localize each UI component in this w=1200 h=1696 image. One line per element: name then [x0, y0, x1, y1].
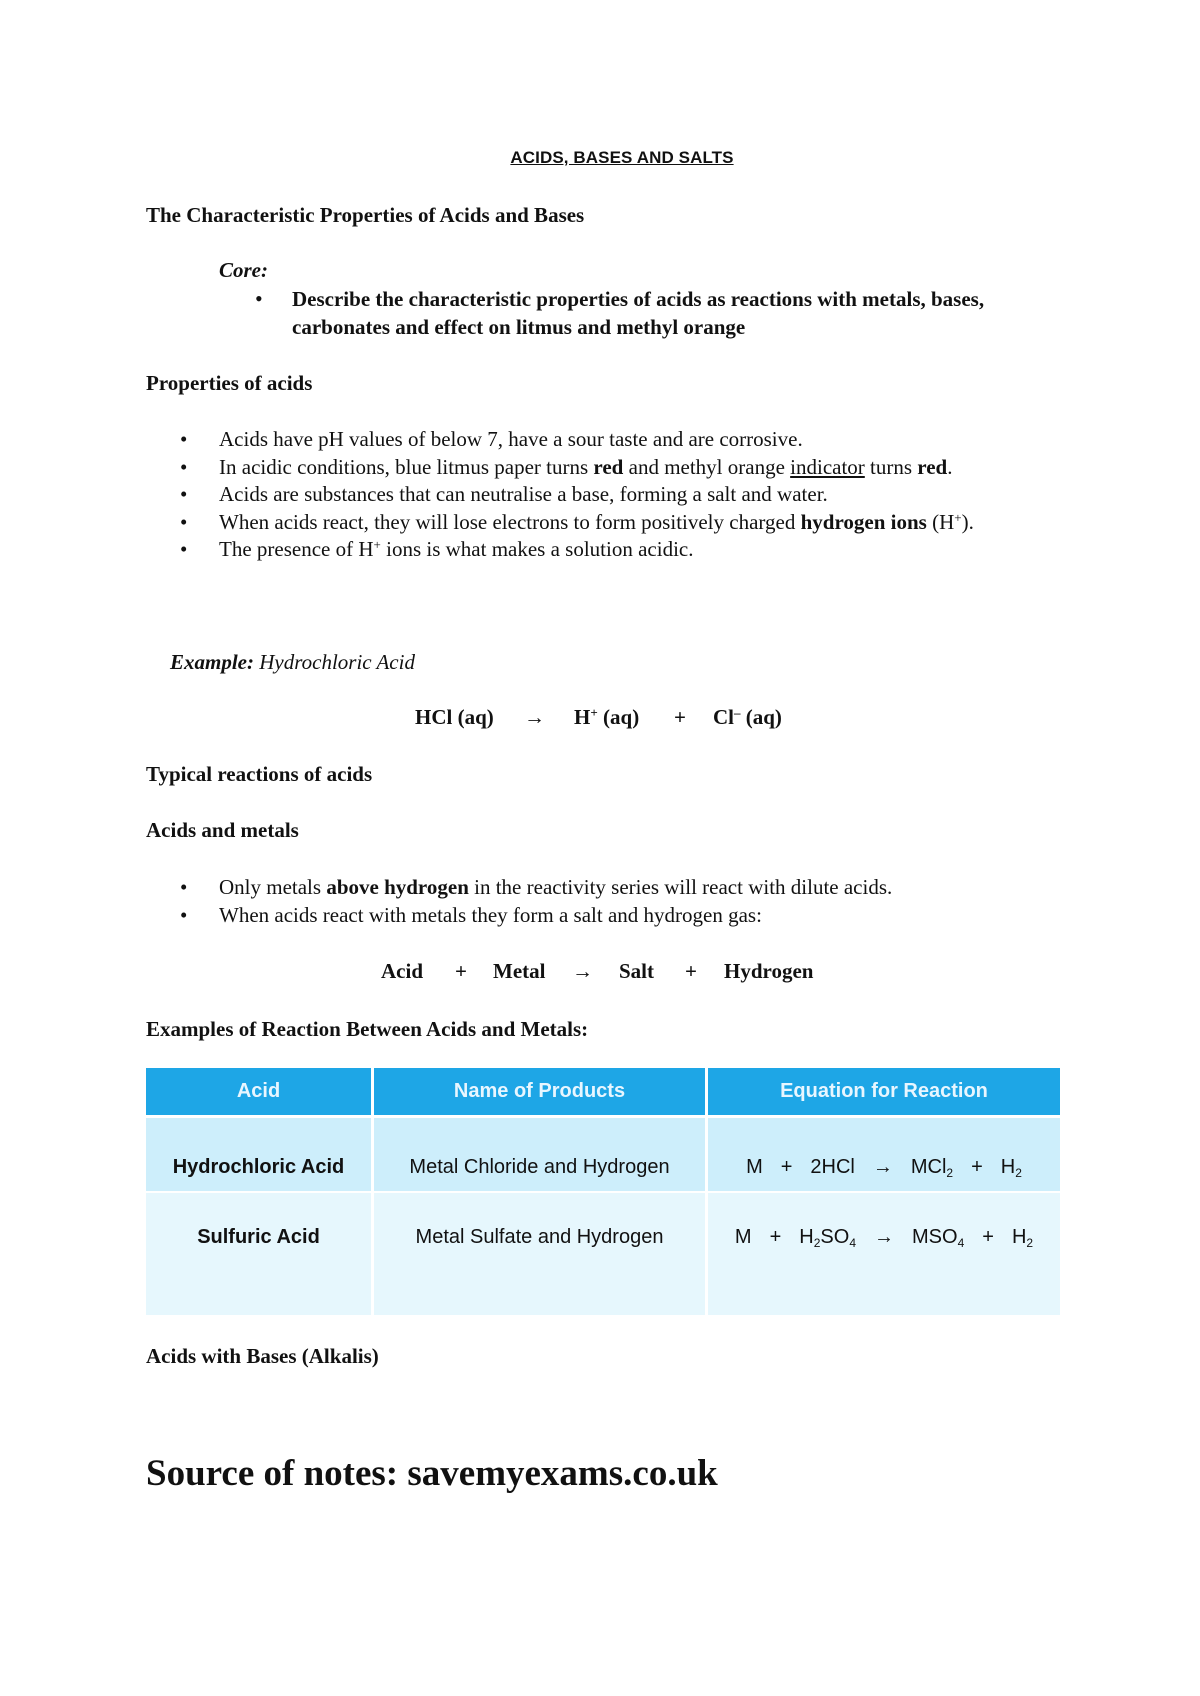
document-title: ACIDS, BASES AND SALTS: [510, 148, 734, 167]
bullet-icon: •: [180, 537, 188, 561]
table-cell-products: Metal Sulfate and Hydrogen: [374, 1193, 705, 1315]
table-cell-acid: Sulfuric Acid: [146, 1193, 371, 1315]
bullet-icon: •: [180, 454, 188, 479]
table-cell-equation: M + 2HCl → MCl$_2$ + $H_2$: [708, 1118, 1060, 1191]
table-row: [146, 1118, 1060, 1191]
table-row: [146, 1193, 1060, 1315]
arrow-icon: →: [524, 705, 545, 729]
list-item: • In acidic conditions, blue litmus paper turns red and methyl orange indicator turns red.: [146, 454, 1046, 482]
table-cell-acid: Hydrochloric Acid: [146, 1118, 371, 1191]
bullet-icon: •: [180, 482, 188, 506]
document-page: ACIDS, BASES AND SALTS The Characteristic Properties of Acids and Bases Core: • Describe the characteristic properties of acids as reactions with metals, bases, carbonates and effect on litmus and methyl orange Properties of acids • Acids have pH values of below 7, have a sour taste and are corrosive. • In acidic conditions, blue litmus paper turns red and methyl orange indicator turns red. • Acids are substances that can neutralise a base, forming a salt and water. • When acids react, they will lose electrons to form positively charged hydrogen ions (H+). • The presence of H+ ions is what makes a solution acidic. Example: Hydrochloric Acid HCl (aq) → H+ (aq) + Cl– (aq) Typical reactions of acids Acids and metals • Only metals above hydrogen in the reactivity series will react with dilute acids. • When acids react with metals they form a salt and hydrogen gas: Acid + Metal → Salt + Hydrogen Examples of Reaction Between Acids and Metals: Acid Name of Products Equation for Reaction Hydrochloric Acid Metal Chloride and Hydrogen M + 2HCl → MCl$_2$ + $H_2$ Sulfuric Acid Metal Sulfate and Hydrogen M + $H_2SO_4$ → $MSO_4$ + $H_2$ Acids with Bases (Alkalis) Source of notes: savemyexams.co.uk: [0, 0, 1200, 1696]
table-cell-products: Metal Chloride and Hydrogen: [374, 1118, 705, 1191]
table-header-row: [146, 1068, 1060, 1115]
core-objective: Describe the characteristic properties of acids as reactions with metals, bases, carbonates and effect on litmus and methyl orange: [292, 287, 985, 339]
heading-acids-and-metals: Acids and metals: [146, 818, 299, 842]
arrow-icon: →: [872, 1156, 893, 1178]
properties-list: [146, 426, 1046, 564]
list-item: • Only metals above hydrogen in the reactivity series will react with dilute acids.: [146, 874, 1046, 902]
bullet-icon: •: [180, 427, 188, 451]
table-header-products: Name of Products: [374, 1068, 705, 1115]
bullet-icon: •: [180, 875, 188, 899]
list-item: • Acids are substances that can neutralise a base, forming a salt and water.: [146, 481, 1046, 509]
heading-properties-of-acids: Properties of acids: [146, 371, 313, 395]
heading-acids-with-bases: Acids with Bases (Alkalis): [146, 1344, 379, 1368]
list-item: • When acids react, they will lose electrons to form positively charged hydrogen ions (H+).: [146, 509, 1046, 537]
heading-examples: Examples of Reaction Between Acids and Metals:: [146, 1017, 589, 1041]
metals-list: [146, 874, 1046, 929]
list-item: • The presence of H+ ions is what makes a solution acidic.: [146, 536, 1046, 564]
table-cell-equation: M + $H_2SO_4$ → $MSO_4$ + $H_2$: [708, 1193, 1060, 1315]
list-item: • When acids react with metals they form a salt and hydrogen gas:: [146, 902, 1046, 930]
arrow-icon: →: [874, 1226, 894, 1248]
list-item: • Acids have pH values of below 7, have a sour taste and are corrosive.: [146, 426, 1046, 454]
heading-typical-reactions: Typical reactions of acids: [146, 762, 373, 786]
arrow-icon: →: [572, 959, 593, 983]
indicator-link[interactable]: indicator: [790, 454, 865, 479]
bullet-icon: •: [180, 509, 188, 534]
bullet-icon: •: [180, 902, 188, 927]
source-note: Source of notes: savemyexams.co.uk: [146, 1453, 718, 1494]
table-header-acid: Acid: [146, 1068, 371, 1115]
core-label: Core:: [219, 258, 268, 282]
table-header-equation: Equation for Reaction: [708, 1068, 1060, 1115]
example-line: Example: Hydrochloric Acid: [170, 650, 415, 674]
bullet-icon: •: [255, 286, 263, 311]
section-heading-properties-acids-bases: The Characteristic Properties of Acids and Bases: [146, 203, 585, 227]
